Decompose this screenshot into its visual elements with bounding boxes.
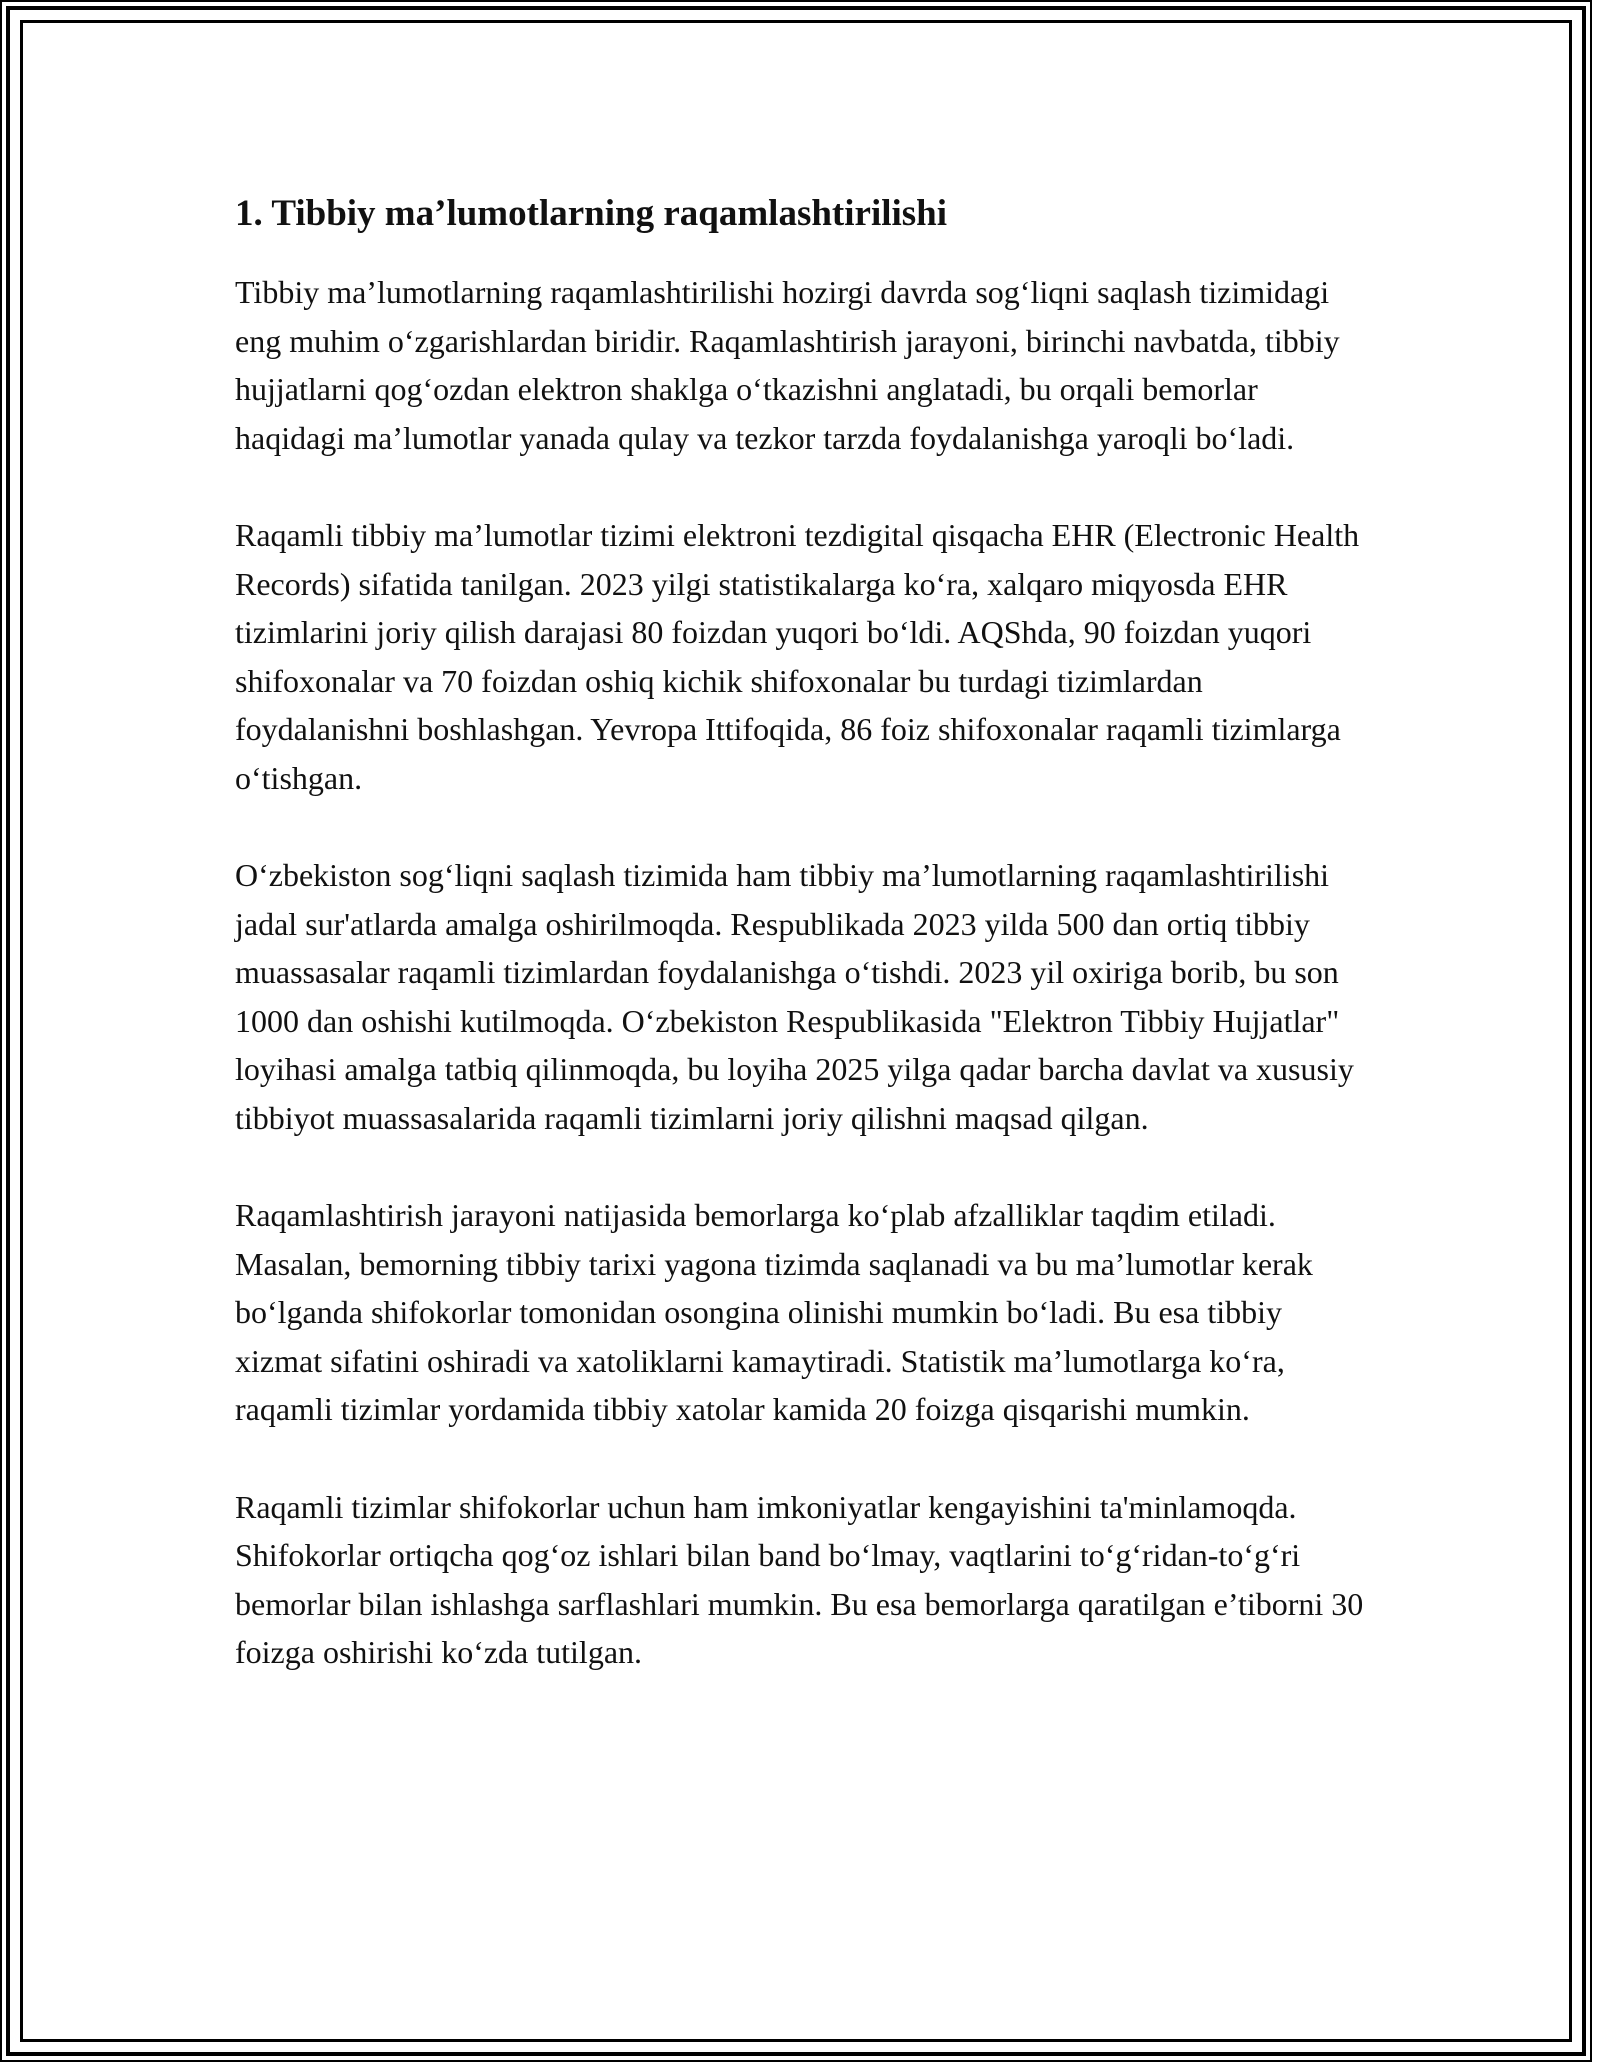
section-heading: 1. Tibbiy ma’lumotlarning raqamlashtirilishi: [235, 193, 948, 234]
paragraph-ehr-statistics: Raqamli tibbiy ma’lumotlar tizimi elektroni tezdigital qisqacha EHR (Electronic Health Records) sifatida tanilgan. 2023 yilgi statistikalarga ko‘ra, xalqaro miqyosda EHR tizimlarini joriy qilish darajasi 80 foizdan yuqori bo‘ldi. AQShda, 90 foizdan yuqori shifoxonalar va 70 foizdan oshiq kichik shifoxonalar bu turdagi tizimlardan foydalanishni boshlashgan. Yevropa Ittifoqida, 86 foiz shifoxonalar raqamli tizimlarga o‘tishgan.: [235, 517, 1360, 796]
paragraph-patient-benefits: Raqamlashtirish jarayoni natijasida bemorlarga ko‘plab afzalliklar taqdim etiladi. Masalan, bemorning tibbiy tarixi yagona tizimda saqlanadi va bu ma’lumotlar kerak bo‘lganda shifokorlar tomonidan osongina olinishi mumkin bo‘ladi. Bu esa tibbiy xizmat sifatini oshiradi va xatoliklarni kamaytiradi. Statistik ma’lumotlarga ko‘ra, raqamli tizimlar yordamida tibbiy xatolar kamida 20 foizga qisqarishi mumkin.: [235, 1197, 1313, 1427]
paragraph-uzbekistan: O‘zbekiston sog‘liqni saqlash tizimida ham tibbiy ma’lumotlarning raqamlashtirilishi jadal sur'atlarda amalga oshirilmoqda. Respublikada 2023 yilda 500 dan ortiq tibbiy muassasalar raqamli tizimlardan foydalanishga o‘tishdi. 2023 yil oxiriga borib, bu son 1000 dan oshishi kutilmoqda. O‘zbekiston Respublikasida "Elektron Tibbiy Hujjatlar" loyihasi amalga tatbiq qilinmoqda, bu loyiha 2025 yilga qadar barcha davlat va xususiy tibbiyot muassasalarida raqamli tizimlarni joriy qilishni maqsad qilgan.: [235, 857, 1354, 1136]
document-body: [235, 190, 1375, 1726]
paragraph-intro: Tibbiy ma’lumotlarning raqamlashtirilishi hozirgi davrda sog‘liqni saqlash tizimidagi eng muhim o‘zgarishlardan biridir. Raqamlashtirish jarayoni, birinchi navbatda, tibbiy hujjatlarni qog‘ozdan elektron shaklga o‘tkazishni anglatadi, bu orqali bemorlar haqidagi ma’lumotlar yanada qulay va tezkor tarzda foydalanishga yaroqli bo‘ladi.: [235, 274, 1340, 456]
paragraph-doctor-benefits: Raqamli tizimlar shifokorlar uchun ham imkoniyatlar kengayishini ta'minlamoqda. Shifokorlar ortiqcha qog‘oz ishlari bilan band bo‘lmay, vaqtlarini to‘g‘ridan-to‘g‘ri bemorlar bilan ishlashga sarflashlari mumkin. Bu esa bemorlarga qaratilgan e’tiborni 30 foizga oshirishi ko‘zda tutilgan.: [235, 1488, 1364, 1670]
